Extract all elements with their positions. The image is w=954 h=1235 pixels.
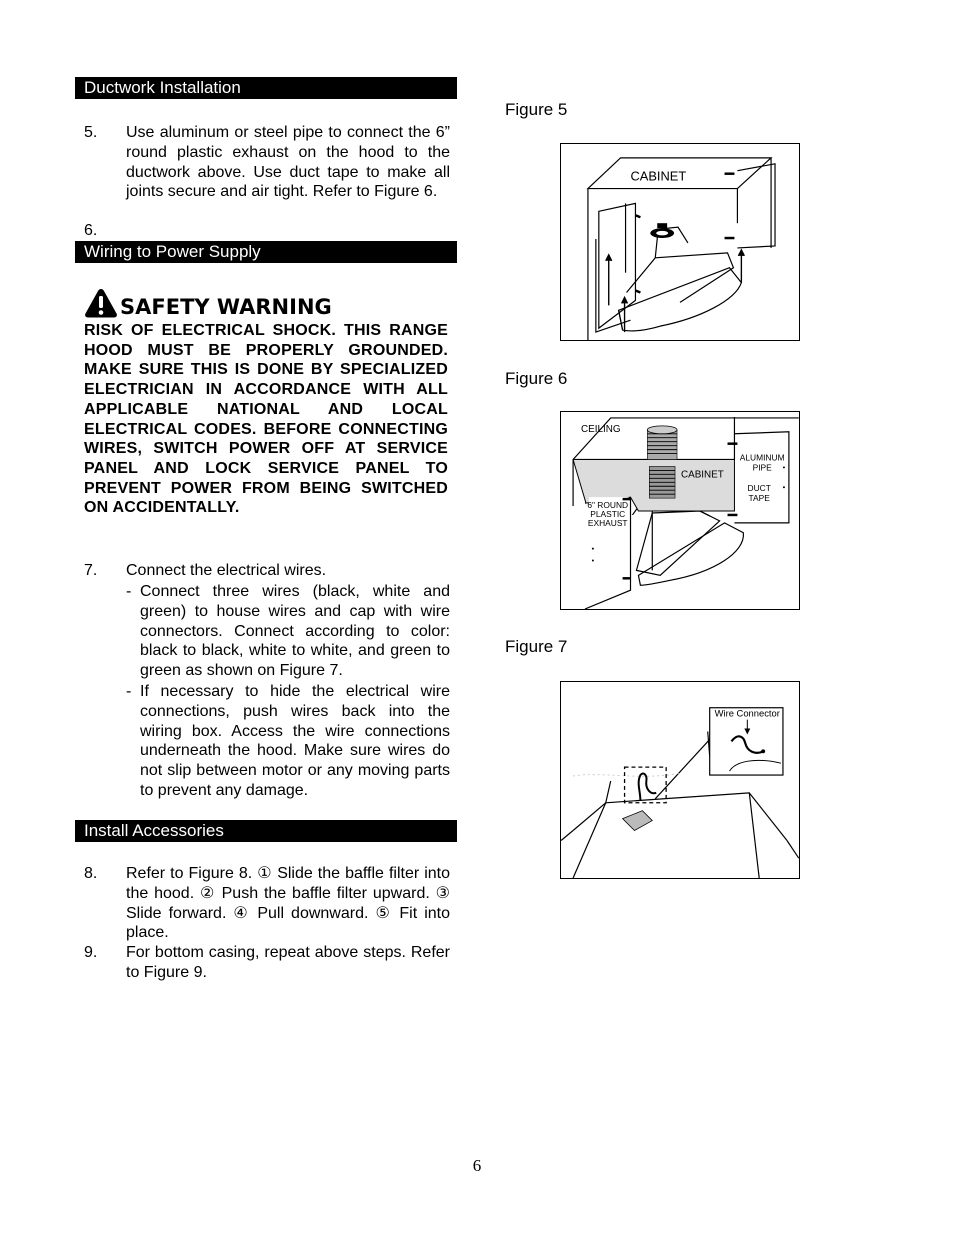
step-7: [84, 561, 450, 581]
step-5: [84, 123, 450, 202]
sub-step-text: If necessary to hide the electrical wire connections, push wires back into the wiring box. Access the wire connections underneath the hood. Make sure wires do not slip between motor or any moving parts to prevent any damage.: [140, 683, 450, 799]
warning-label: SAFETY WARNING: [120, 295, 332, 319]
sub-step-text: Connect three wires (black, white and green) to house wires and cap with wire connectors. Connect according to color: black to black, white to white, and green to green as shown on Figure 7.: [140, 583, 450, 680]
step-number: 8.: [84, 865, 98, 882]
step-number: 6.: [84, 222, 98, 239]
exhaust-label-2: PLASTIC: [590, 508, 626, 519]
duct-tape-label-1: DUCT: [747, 483, 771, 494]
step-8: [84, 864, 450, 943]
aluminum-pipe-label-2: PIPE: [752, 462, 772, 473]
page-number: 6: [472, 1156, 482, 1175]
aluminum-pipe-label-1: ALUMINUM: [739, 452, 785, 463]
section-header-wiring: Wiring to Power Supply: [75, 241, 457, 263]
figure-6-illustration: [560, 411, 800, 610]
figure-7-illustration: [560, 681, 800, 879]
wire-connection-drawing: [561, 682, 799, 878]
section-header-ductwork: Ductwork Installation: [75, 77, 457, 99]
exhaust-label-3: EXHAUST: [587, 517, 628, 528]
step-number: 9.: [84, 944, 98, 961]
duct-tape-label-2: TAPE: [748, 493, 770, 504]
bullet-dash: -: [126, 683, 132, 700]
step-text: For bottom casing, repeat above steps. Refer to Figure 9.: [126, 944, 450, 981]
step-text: Refer to Figure 8. ① Slide the baffle filter into the hood. ② Push the baffle filter upward. ③ Slide forward. ④ Pull downward. ⑤ Fit into place.: [126, 865, 450, 942]
wire-connector-label: Wire Connector: [714, 707, 780, 719]
step-number: 5.: [84, 124, 98, 141]
figure-5-label: Figure 5: [505, 100, 568, 119]
ceiling-label: CEILING: [581, 423, 621, 435]
section-header-accessories: Install Accessories: [75, 820, 457, 842]
cabinet-label: CABINET: [630, 168, 687, 184]
step-7-sub-a: [126, 582, 450, 681]
step-text: Use aluminum or steel pipe to connect the 6” round plastic exhaust on the hood to the ductwork above. Use duct tape to make all joints secure and air tight. Refer to Figure 6.: [126, 124, 450, 201]
figure-6-label: Figure 6: [505, 369, 568, 388]
duct-installation-drawing: [561, 412, 799, 609]
step-9: [84, 943, 450, 983]
step-text: Connect the electrical wires.: [126, 562, 327, 579]
safety-warning-title: [84, 283, 332, 319]
figure-5-illustration: [560, 143, 800, 341]
cabinet-label: CABINET: [680, 469, 724, 481]
exhaust-label-1: 6" ROUND: [587, 500, 629, 511]
step-number: 7.: [84, 562, 98, 579]
step-7-sub-b: [126, 682, 450, 801]
warning-triangle-icon: [84, 287, 118, 319]
bullet-dash: -: [126, 583, 132, 600]
figure-7-label: Figure 7: [505, 637, 568, 656]
safety-warning-text: RISK OF ELECTRICAL SHOCK. THIS RANGE HOOD MUST BE PROPERLY GROUNDED. MAKE SURE THIS IS DONE BY SPECIALIZED ELECTRICIAN IN ACCORDANCE WITH ALL APPLICABLE NATIONAL AND LOCAL ELECTRICAL CODES. BEFORE CONNECTING WIRES, SWITCH POWER OFF AT SERVICE PANEL AND LOCK SERVICE PANEL TO PREVENT POWER FROM BEING SWITCHED ON ACCIDENTALLY.: [84, 322, 448, 517]
cabinet-hood-drawing: [561, 144, 799, 340]
